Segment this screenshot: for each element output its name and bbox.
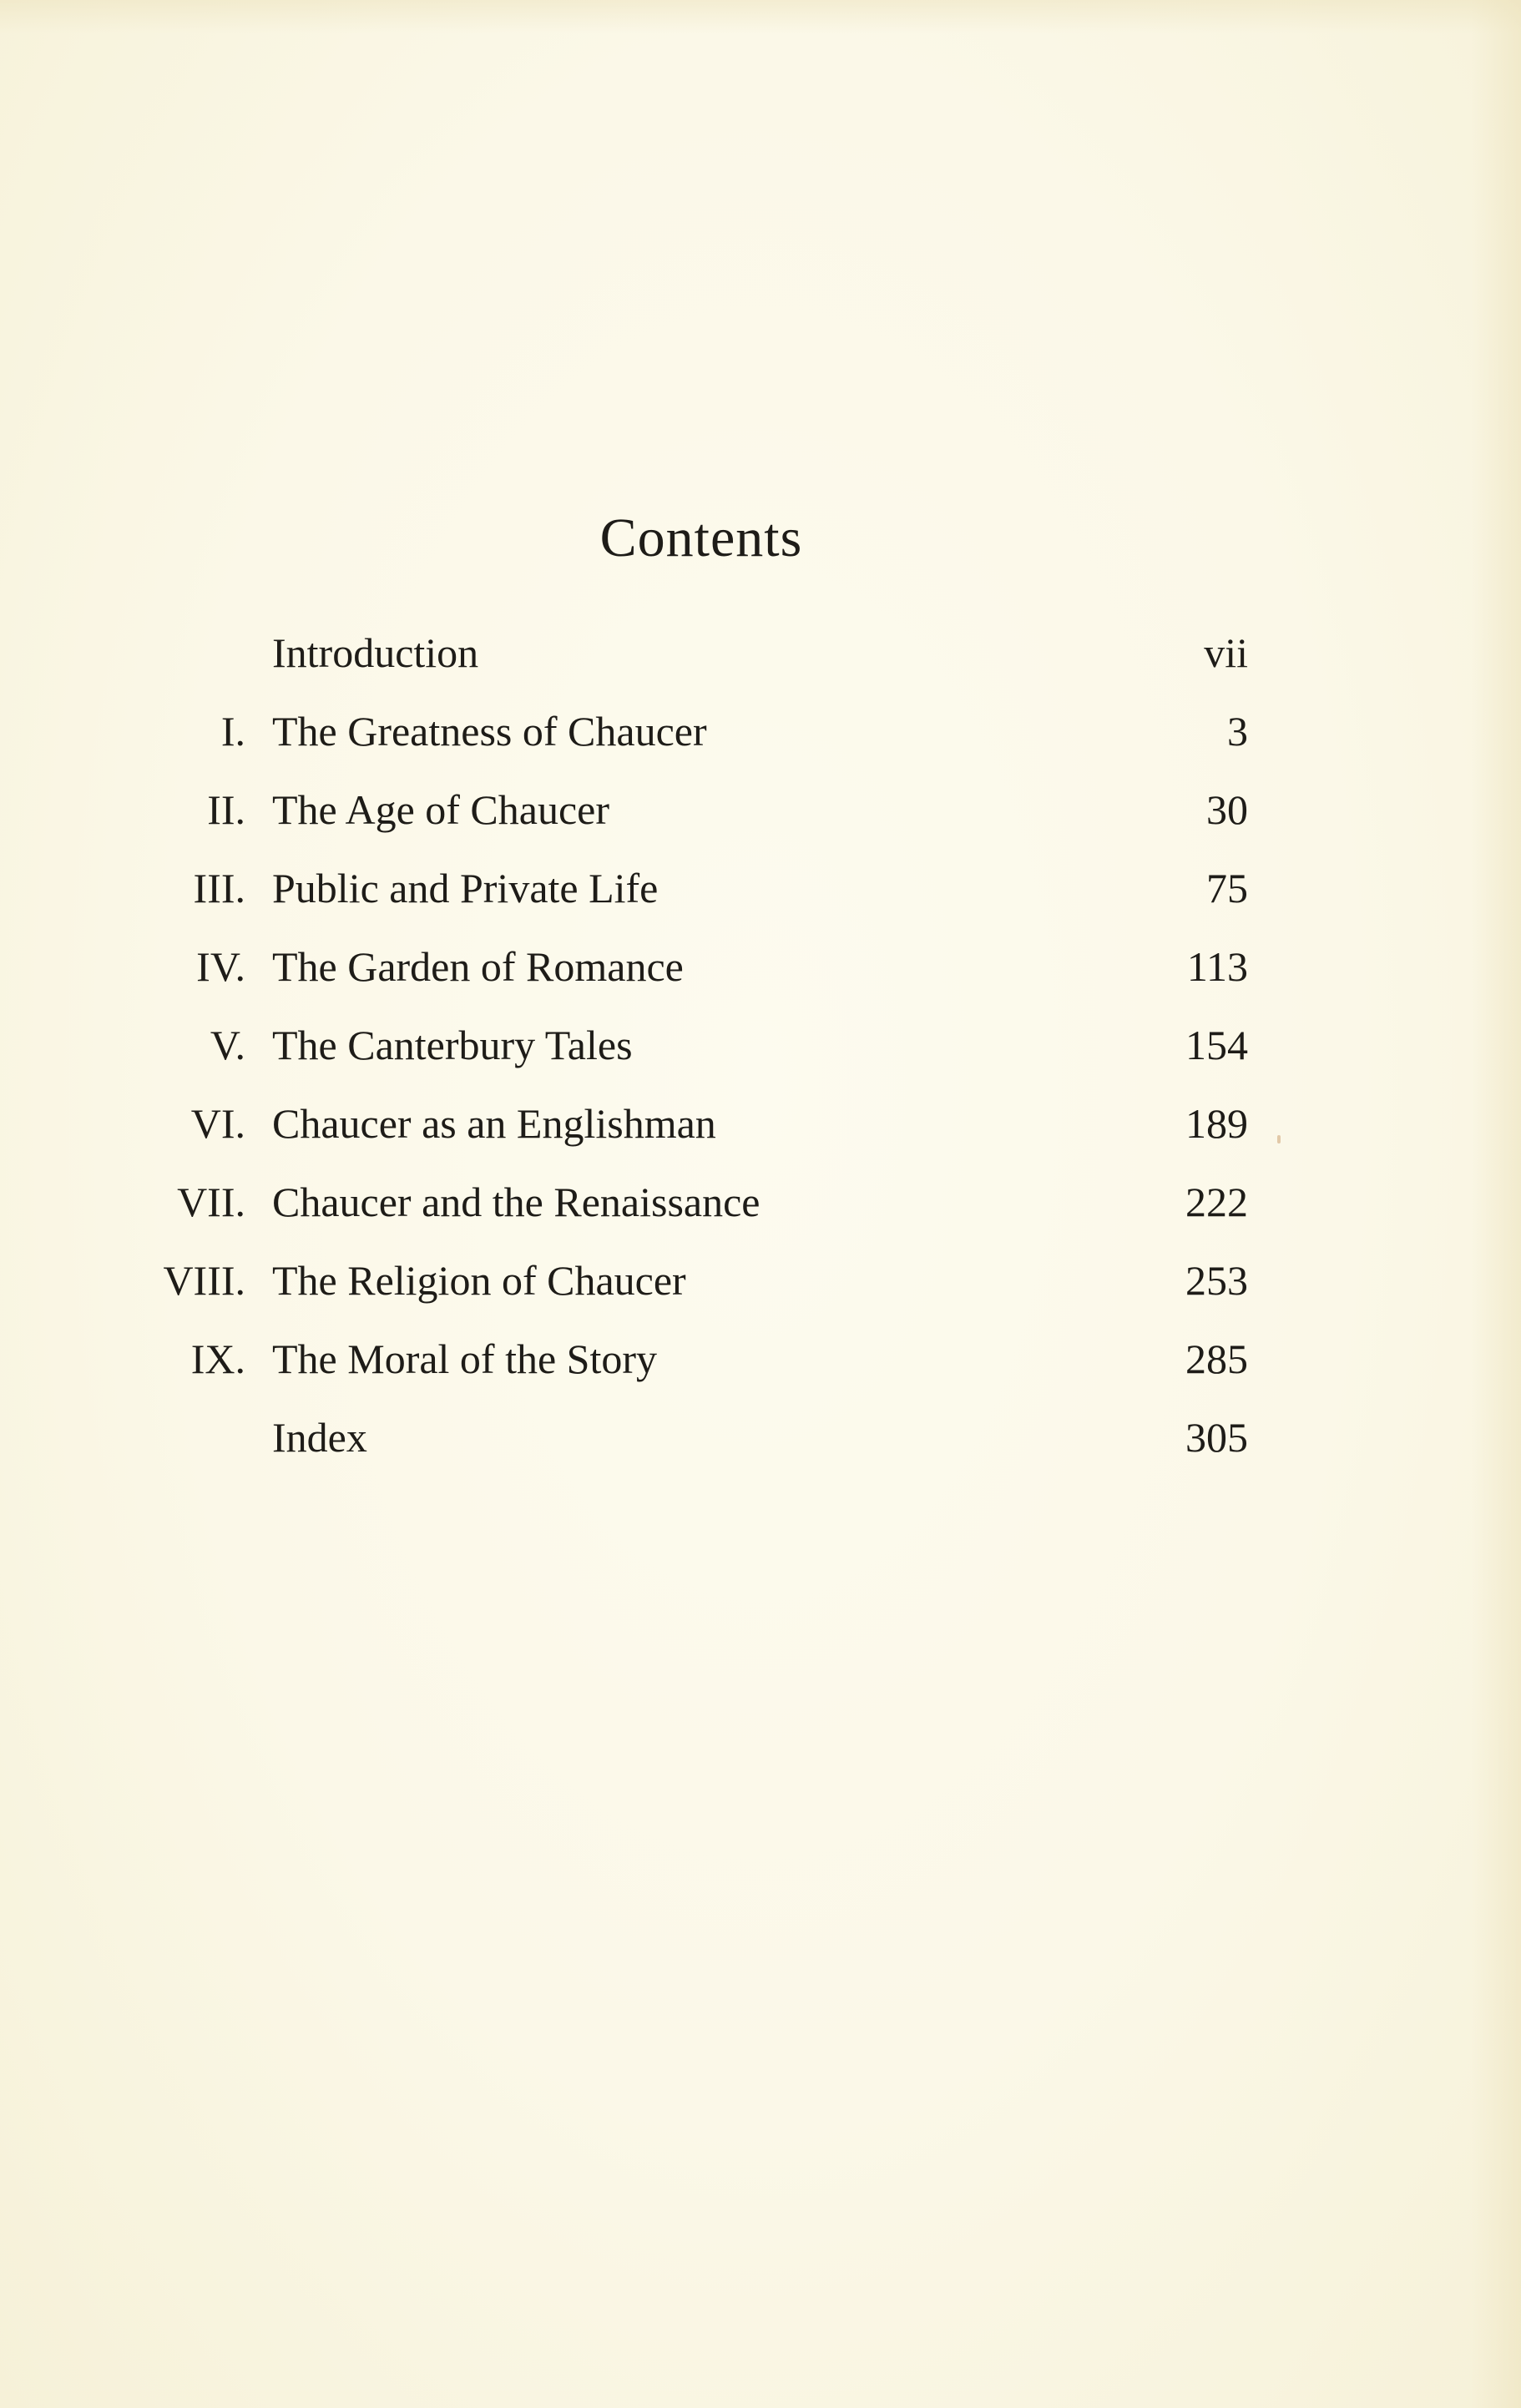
chapter-number: III. — [193, 865, 245, 911]
chapter-title: The Greatness of Chaucer — [272, 708, 707, 755]
toc-entry-introduction — [0, 613, 1521, 692]
page-number: 285 — [1185, 1335, 1248, 1382]
page-number: 253 — [1185, 1257, 1248, 1304]
chapter-title: The Canterbury Tales — [272, 1022, 633, 1068]
page-number: 305 — [1185, 1414, 1248, 1461]
toc-entry-chapter-3 — [0, 849, 1521, 927]
page-number: 189 — [1185, 1100, 1248, 1147]
chapter-title: The Garden of Romance — [272, 943, 684, 990]
chapter-title: The Age of Chaucer — [272, 786, 610, 833]
page-number: 30 — [1206, 786, 1248, 833]
toc-entry-chapter-9 — [0, 1320, 1521, 1398]
toc-entry-chapter-2 — [0, 770, 1521, 849]
chapter-title: Public and Private Life — [272, 865, 659, 911]
chapter-title: The Religion of Chaucer — [272, 1257, 686, 1304]
paper-speck — [1277, 1135, 1281, 1143]
page-number: 154 — [1185, 1022, 1248, 1068]
toc-entry-chapter-7 — [0, 1163, 1521, 1241]
chapter-number: VIII. — [163, 1257, 245, 1304]
toc-entry-index — [0, 1398, 1521, 1477]
chapter-title: Chaucer as an Englishman — [272, 1100, 716, 1147]
toc-entry-chapter-6 — [0, 1084, 1521, 1163]
toc-entry-chapter-1 — [0, 692, 1521, 770]
page-edge-shadow-top — [0, 0, 1521, 33]
chapter-title: Introduction — [272, 629, 479, 676]
toc-entry-chapter-5 — [0, 1006, 1521, 1084]
chapter-number: VII. — [177, 1179, 245, 1225]
toc-entry-chapter-8 — [0, 1241, 1521, 1320]
page-number: vii — [1204, 629, 1248, 676]
chapter-title: Index — [272, 1414, 367, 1461]
page-number: 3 — [1227, 708, 1248, 755]
contents-heading: Contents — [599, 507, 803, 568]
page-number: 75 — [1206, 865, 1248, 911]
page-number: 222 — [1185, 1179, 1248, 1225]
chapter-number: VI. — [190, 1100, 245, 1147]
chapter-number: V. — [210, 1022, 245, 1068]
chapter-number: IV. — [196, 943, 245, 990]
page-number: 113 — [1186, 943, 1248, 990]
chapter-title: Chaucer and the Renaissance — [272, 1179, 760, 1225]
chapter-number: IX. — [190, 1335, 245, 1382]
chapter-title: The Moral of the Story — [272, 1335, 658, 1382]
chapter-number: I. — [220, 708, 245, 755]
toc-entry-chapter-4 — [0, 927, 1521, 1006]
chapter-number: II. — [207, 786, 245, 833]
